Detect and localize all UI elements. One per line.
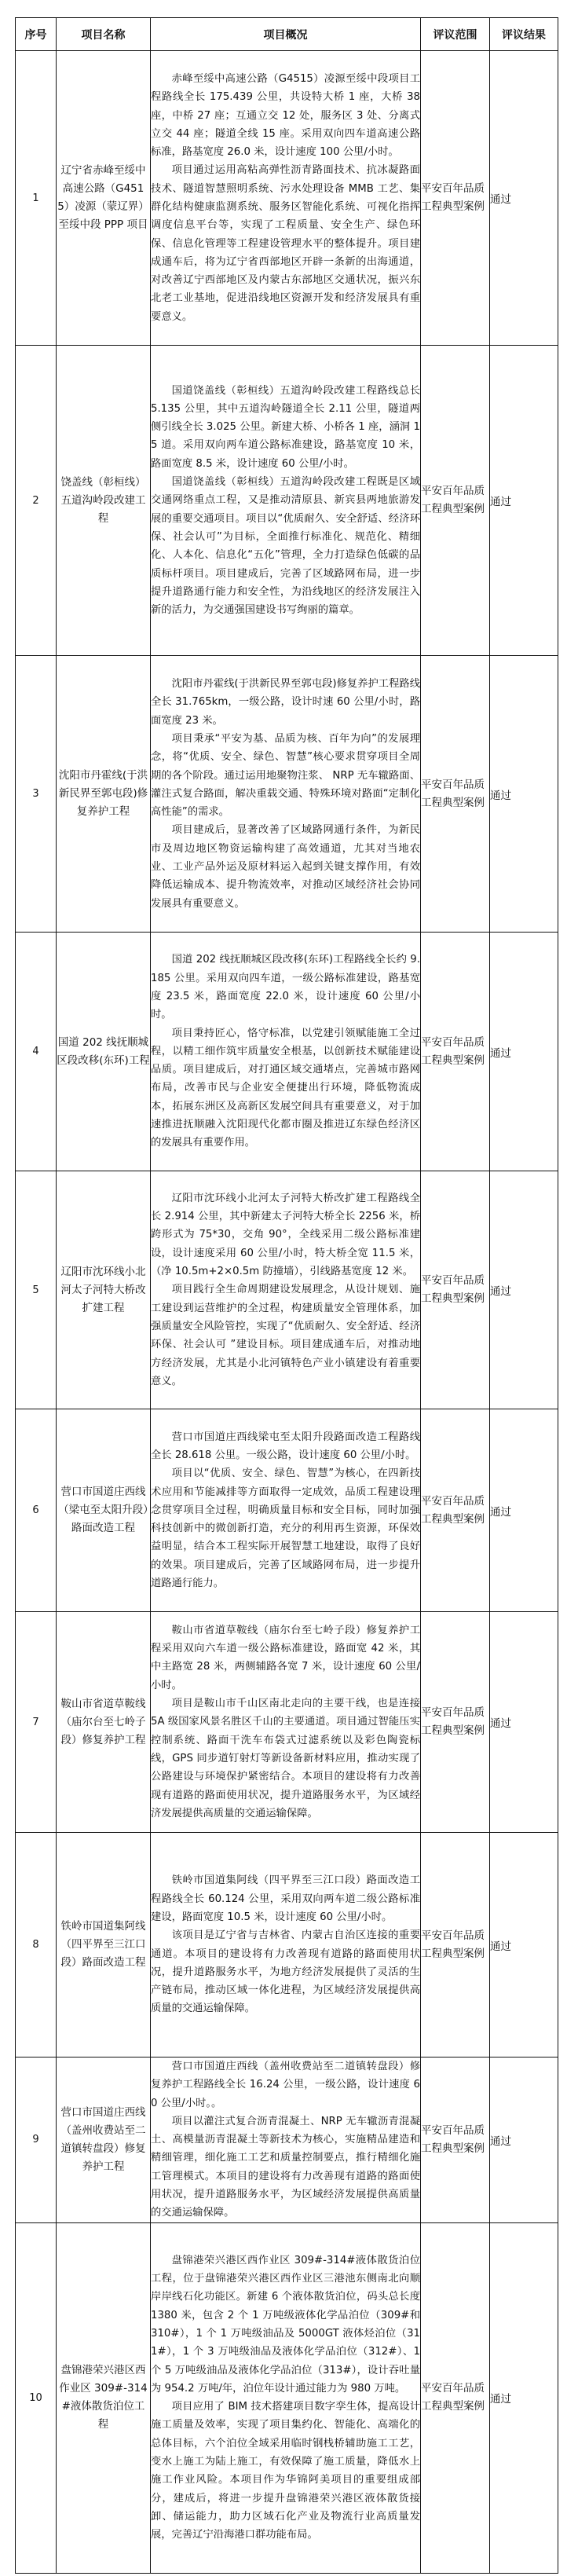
description-paragraph: 辽阳市沈环线小北河太子河特大桥改扩建工程路线全长 2.914 公里，其中新建太子河特大桥全长 2256 米，桥跨形式为 75*30，交角 90°，全线采用二级公路标准建设，设计速度采用 60 公里/小时，特大桥全宽 11.5 米，（净 10.5m+2×0.5m 防撞墙），引线路基宽度 12 米。 bbox=[151, 1192, 420, 1278]
project-name: 鞍山市省道草鞍线（庙尔台至七岭子段）修复养护工程 bbox=[57, 1612, 151, 1833]
description-paragraph: 赤峰至绥中高速公路（G4515）凌源至绥中段项目工程路线全长 175.439 公里，共设特大桥 1 座，大桥 38 座，中桥 27 座；互通立交 12 处，服务区 3 处、分离式立交 44 座；隧道全线 15 座。采用双向四车道高速公路标准，路基宽度 26.0 米，设计速度 100 公里/小时。 bbox=[151, 72, 420, 159]
table-body bbox=[16, 51, 558, 2574]
review-result: 通过 bbox=[490, 1409, 558, 1612]
review-result: 通过 bbox=[490, 1612, 558, 1833]
review-scope: 平安百年品质工程典型案例 bbox=[421, 1833, 490, 2058]
review-result: 通过 bbox=[490, 1833, 558, 2058]
review-result: 通过 bbox=[490, 933, 558, 1171]
description-paragraph: 铁岭市国道集阿线（四平界至三江口段）路面改造工程路线全长 60.124 公里，采用双向两车道二级公路标准建设，路面宽度 10.5 米，设计速度 60 公里/小时。 bbox=[151, 1874, 420, 1923]
row-number: 9 bbox=[16, 2058, 57, 2223]
project-description bbox=[151, 1833, 421, 2058]
header-description: 项目概况 bbox=[151, 18, 421, 51]
description-paragraph: 项目应用了 BIM 技术搭建项目数字孪生体，提高设计施工质量及效率，实现了项目集约化、智能化、高端化的总体目标，六个泊位全域采用临时钢栈桥辅助施工工艺，变水上施工为陆上施工，有效保障了施工质量，降低水上施工作业风险。本项目作为华锦阿美项目的重要组成部分，建成后，将进一步提升盘锦港荣兴港区液体散货接卸、储运能力，助力区域石化产业及物流行业高质量发展，完善辽宁沿海港口群功能布局。 bbox=[151, 2401, 420, 2541]
review-scope: 平安百年品质工程典型案例 bbox=[421, 346, 490, 656]
review-result: 通过 bbox=[490, 2222, 558, 2573]
description-paragraph: 国道饶盖线（彰桓线）五道沟岭段改建工程既是区域交通网络重点工程，又是推动清原县、新宾县两地旅游发展的重要交通项目。项目以“优质耐久、安全舒适、经济环保、社会认可”为目标，全面推行标准化、规范化、精细化、人本化、信息化“五化”管理，全力打造绿色低碳的品质标杆项目。项目建成后，完善了区域路网布局，进一步提升道路通行能力和安全性，为沿线地区的经济发展注入新的活力，为交通强国建设书写绚丽的篇章。 bbox=[151, 476, 420, 617]
description-paragraph: 项目通过运用高粘高弹性沥青路面技术、抗冰凝路面技术、隧道智慧照明系统、污水处理设备 MMB 工艺、集群化结构健康监测系统、服务区智能化系统、可视化指挥调度信息平台等，实现了工程质量、安全生产、绿色环保、信息化管理等工程建设管理水平的整体提升。项目建成通车后，将为辽宁省西部地区开辟一条新的出海通道，对改善辽宁西部地区及内蒙古东部地区交通状况，振兴东北老工业基地，促进沿线地区资源开发和经济发展具有重要意义。 bbox=[151, 164, 420, 323]
description-paragraph: 项目以灌注式复合沥青混凝土、NRP 无车辙沥青混凝土、高模量沥青混凝土等新技术为核心，实施精品建造和精细管理，细化施工工艺和质量控制要点，推行精细化施工管理模式。本项目的建设将有力改善现有道路的路面使用状况，提升道路服务水平，为区域经济发展提供高质量的交通运输保障。 bbox=[151, 2115, 420, 2219]
project-name: 辽宁省赤峰至绥中高速公路（G4515）凌源（蒙辽界）至绥中段 PPP 项目 bbox=[57, 51, 151, 346]
project-description bbox=[151, 51, 421, 346]
project-description bbox=[151, 1612, 421, 1833]
row-number: 4 bbox=[16, 933, 57, 1171]
description-paragraph: 项目建成后，显著改善了区域路网通行条件，为新民市及周边地区物资运输构建了高效通道，尤其对当地农业、工业产品外运及原材料运入起到关键支撑作用，有效降低运输成本、提升物流效率，对推动区域经济社会协同发展具有重要意义。 bbox=[151, 824, 420, 910]
review-result: 通过 bbox=[490, 1171, 558, 1409]
review-scope: 平安百年品质工程典型案例 bbox=[421, 2222, 490, 2573]
review-scope: 平安百年品质工程典型案例 bbox=[421, 933, 490, 1171]
project-description bbox=[151, 2222, 421, 2573]
row-number: 7 bbox=[16, 1612, 57, 1833]
review-scope: 平安百年品质工程典型案例 bbox=[421, 1171, 490, 1409]
header-no: 序号 bbox=[16, 18, 57, 51]
description-paragraph: 营口市国道庄西线（盖州收费站至二道镇转盘段）修复养护工程路线全长 16.24 公里，一级公路，设计速度 60 公里/小时。。 bbox=[151, 2061, 420, 2109]
table-row bbox=[16, 1833, 558, 2058]
description-paragraph: 营口市国道庄西线梁屯至太阳升段路面改造工程路线全长 28.618 公里。一级公路，设计速度 60 公里/小时。 bbox=[151, 1431, 420, 1461]
project-name: 营口市国道庄西线（盖州收费站至二道镇转盘段）修复养护工程 bbox=[57, 2058, 151, 2223]
row-number: 1 bbox=[16, 51, 57, 346]
table-row bbox=[16, 51, 558, 346]
project-description bbox=[151, 346, 421, 656]
row-number: 10 bbox=[16, 2222, 57, 2573]
table-row bbox=[16, 2058, 558, 2223]
description-paragraph: 国道 202 线抚顺城区段改移(东环)工程路线全长约 9.185 公里。采用双向四车道，一级公路标准建设，路基宽度 23.5 米，路面宽度 22.0 米，设计速度 60 公里/小时。 bbox=[151, 954, 420, 1021]
review-results-table bbox=[15, 17, 558, 2574]
description-paragraph: 项目是鞍山市千山区南北走向的主要干线，也是连接 5A 级国家风景名胜区千山的主要通道。项目通过智能压实控制系统、路面干洗车布袋式过滤系统以及彩色陶瓷标线，GPS 同步道钉射灯等新设备新材料应用，推动实现了公路建设与环境保护紧密结合。本项目的建设将有力改善现有道路的路面使用状况，提升道路服务水平，为区域经济发展提供高质量的交通运输保障。 bbox=[151, 1698, 420, 1819]
review-scope: 平安百年品质工程典型案例 bbox=[421, 656, 490, 933]
description-paragraph: 国道饶盖线（彰桓线）五道沟岭段改建工程路线总长 5.135 公里，其中五道沟岭隧道全长 2.11 公里，隧道两侧引线全长 3.025 公里。新建大桥、小桥各 1 座，涵洞 15 道。采用双向两车道公路标准建设，路基宽度 10 米，路面宽度 8.5 米，设计速度 60 公里/小时。 bbox=[151, 384, 420, 470]
table-row bbox=[16, 346, 558, 656]
project-name: 辽阳市沈环线小北河太子河特大桥改扩建工程 bbox=[57, 1171, 151, 1409]
project-name: 铁岭市国道集阿线（四平界至三江口段）路面改造工程 bbox=[57, 1833, 151, 2058]
header-result: 评议结果 bbox=[490, 18, 558, 51]
project-description bbox=[151, 933, 421, 1171]
header-name: 项目名称 bbox=[57, 18, 151, 51]
table-row bbox=[16, 1171, 558, 1409]
row-number: 6 bbox=[16, 1409, 57, 1612]
project-name: 沈阳市丹霍线(于洪新民界至郭屯段)修复养护工程 bbox=[57, 656, 151, 933]
review-scope: 平安百年品质工程典型案例 bbox=[421, 1612, 490, 1833]
review-result: 通过 bbox=[490, 51, 558, 346]
review-scope: 平安百年品质工程典型案例 bbox=[421, 51, 490, 346]
project-description bbox=[151, 656, 421, 933]
description-paragraph: 项目秉持匠心，恪守标准，以党建引领赋能施工全过程，以精工细作筑牢质量安全根基，以创新技术赋能建设品质。项目建成后，对打通区域交通堵点，完善城市路网布局，改善市民与企业安全便捷出行环境，降低物流成本，拓展东洲区及高新区发展空间具有重要意义，对于加速推进抚顺融入沈阳现代化都市圈及推进辽东绿色经济区的发展具有重要作用。 bbox=[151, 1027, 420, 1149]
project-name: 饶盖线（彰桓线）五道沟岭段改建工程 bbox=[57, 346, 151, 656]
review-scope: 平安百年品质工程典型案例 bbox=[421, 2058, 490, 2223]
row-number: 8 bbox=[16, 1833, 57, 2058]
project-name: 营口市国道庄西线（梁屯至太阳升段）路面改造工程 bbox=[57, 1409, 151, 1612]
row-number: 5 bbox=[16, 1171, 57, 1409]
table-row bbox=[16, 2222, 558, 2573]
description-paragraph: 鞍山市省道草鞍线（庙尔台至七岭子段）修复养护工程采用双向六车道一级公路标准建设，路面宽 42 米，其中主路宽 28 米，两侧辅路各宽 7 米，设计速度 60 公里/小时。 bbox=[151, 1624, 420, 1691]
table-row bbox=[16, 933, 558, 1171]
review-scope: 平安百年品质工程典型案例 bbox=[421, 1409, 490, 1612]
description-paragraph: 项目秉承“平安为基、品质为核、百年为向”的发展理念，将“优质、安全、绿色、智慧”核心要求贯穿项目全周期的各个阶段。通过运用地聚物注浆、 NRP 无车辙路面、灌注式复合路面，解决重载交通、特殊环境对路面“定制化高性能”的需求。 bbox=[151, 732, 420, 819]
project-description bbox=[151, 1409, 421, 1612]
description-paragraph: 该项目是辽宁省与吉林省、内蒙古自治区连接的重要通道。本项目的建设将有力改善现有道路的路面使用状况，提升道路服务水平，为地方经济发展提供了灵活的生产链布局，推动区域一体化进程，为区域经济发展提供高质量的交通运输保障。 bbox=[151, 1929, 420, 2015]
project-name: 国道 202 线抚顺城区段改移(东环)工程 bbox=[57, 933, 151, 1171]
project-name: 盘锦港荣兴港区西作业区 309#-314#液体散货泊位工程 bbox=[57, 2222, 151, 2573]
description-paragraph: 沈阳市丹霍线(于洪新民界至郭屯段)修复养护工程路线全长 31.765km，一级公路，设计时速 60 公里/小时，路面宽度 23 米。 bbox=[151, 678, 420, 727]
review-result: 通过 bbox=[490, 2058, 558, 2223]
description-paragraph: 项目以“优质、安全、绿色、智慧”为核心，在四新技术应用和节能减排等方面取得一定成效，品质工程建设理念贯穿项目全过程，明确质量目标和安全目标，同时加强科技创新中的微创新打造，充分的利用再生资源，环保效益明显，结合本工程实际开展智慧工地建设，取得了良好的效果。项目建成后，完善了区域路网布局，进一步提升道路通行能力。 bbox=[151, 1468, 420, 1590]
review-result: 通过 bbox=[490, 346, 558, 656]
row-number: 2 bbox=[16, 346, 57, 656]
description-paragraph: 项目践行全生命周期建设发展理念，从设计规划、施工建设到运营维护的全过程，构建质量安全管理体系，加强质量安全风险管控，实现了“优质耐久、安全舒适、经济环保、社会认可 ”建设目标。项目建成通车后，对推动地方经济发展，尤其是小北河镇特色产业小镇建设有着重要意义。 bbox=[151, 1284, 420, 1387]
project-description bbox=[151, 1171, 421, 1409]
table-row bbox=[16, 1612, 558, 1833]
table-row bbox=[16, 1409, 558, 1612]
row-number: 3 bbox=[16, 656, 57, 933]
table-header-row bbox=[16, 18, 558, 51]
header-scope: 评议范围 bbox=[421, 18, 490, 51]
table-row bbox=[16, 656, 558, 933]
project-description bbox=[151, 2058, 421, 2223]
description-paragraph: 盘锦港荣兴港区西作业区 309#-314#液体散货泊位工程，位于盘锦港荣兴港区西作业区三港池东侧南北向顺岸岸线石化功能区。新建 6 个液体散货泊位，码头总长度 1380 米，包含 2 个 1 万吨级液体化学品泊位（309#和 310#），1 个 1 万吨级油品及 5000GT 液体烃泊位（311#），1 个 3 万吨级油品及液体化学品泊位（312#）、1 个 5 万吨级油品及液体化学品泊位（313#），设计吞吐量为 954.2 万吨/年，泊位年设计通过能力为 980 万吨。 bbox=[151, 2254, 420, 2395]
review-result: 通过 bbox=[490, 656, 558, 933]
